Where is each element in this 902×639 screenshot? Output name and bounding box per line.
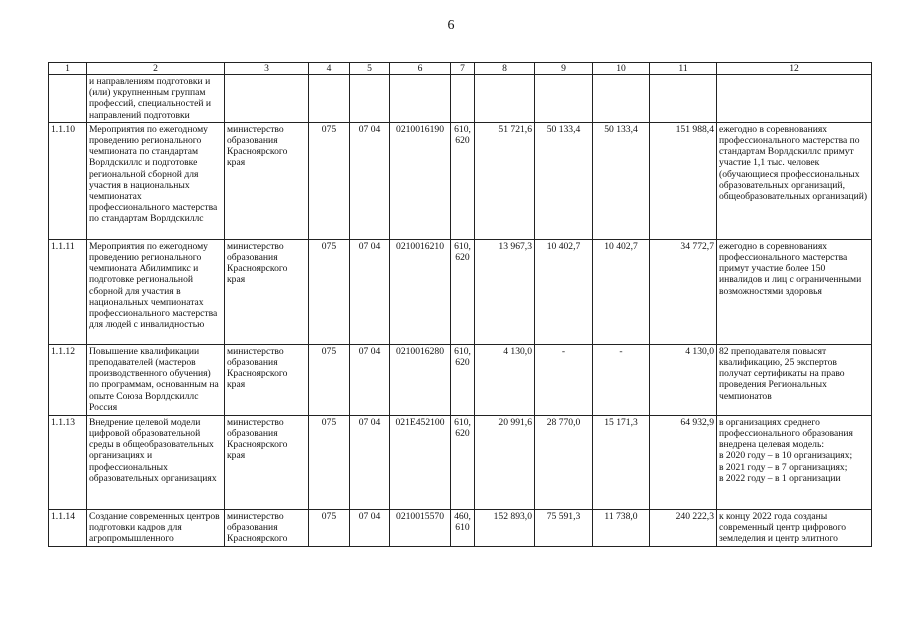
row-year2-cell: [535, 75, 593, 123]
row-agency-cell: министерство образования Красноярского края: [225, 239, 309, 344]
row-total-cell: [650, 75, 717, 123]
row-code-cell: 1.1.12: [49, 344, 87, 415]
table-row: [49, 239, 872, 344]
row-result-cell: к концу 2022 года созданы современный центр цифрового земледелия и центр элитного: [717, 509, 872, 546]
row-vr-cell: 610, 620: [451, 415, 475, 509]
row-grbs-cell: 075: [309, 509, 350, 546]
row-code-cell: 1.1.10: [49, 122, 87, 239]
row-rzpr-cell: 07 04: [350, 239, 390, 344]
row-total-cell: 151 988,4: [650, 122, 717, 239]
program-table: [48, 62, 872, 547]
row-year3-cell: 50 133,4: [593, 122, 650, 239]
row-code-cell: 1.1.11: [49, 239, 87, 344]
header-cell: 12: [717, 63, 872, 75]
row-agency-cell: [225, 75, 309, 123]
row-csr-cell: 0210016190: [390, 122, 451, 239]
row-vr-cell: 610, 620: [451, 344, 475, 415]
row-name-cell: Мероприятия по ежегодному проведению регионального чемпионата Абилимпикс и подготовке региональной сборной для участия в национальных чемпионатах профессионального мастерства для людей с инвалидностью: [87, 239, 225, 344]
row-vr-cell: 460, 610: [451, 509, 475, 546]
row-year3-cell: 10 402,7: [593, 239, 650, 344]
row-total-cell: 34 772,7: [650, 239, 717, 344]
row-name-cell: Создание современных центров подготовки кадров для агропромышленного: [87, 509, 225, 546]
row-grbs-cell: 075: [309, 415, 350, 509]
row-code-cell: [49, 75, 87, 123]
row-total-cell: 64 932,9: [650, 415, 717, 509]
row-year2-cell: 50 133,4: [535, 122, 593, 239]
row-total-cell: 240 222,3: [650, 509, 717, 546]
header-cell: 5: [350, 63, 390, 75]
header-cell: 7: [451, 63, 475, 75]
row-agency-cell: министерство образования Красноярского: [225, 509, 309, 546]
header-row: [49, 63, 872, 75]
row-year2-cell: 28 770,0: [535, 415, 593, 509]
header-cell: 6: [390, 63, 451, 75]
row-year3-cell: 15 171,3: [593, 415, 650, 509]
header-cell: 10: [593, 63, 650, 75]
row-year3-cell: 11 738,0: [593, 509, 650, 546]
row-year1-cell: 51 721,6: [475, 122, 535, 239]
table-row: [49, 344, 872, 415]
row-name-cell: Внедрение целевой модели цифровой образовательной среды в общеобразовательных организациях и профессиональных образовательных организациях: [87, 415, 225, 509]
row-rzpr-cell: 07 04: [350, 344, 390, 415]
header-cell: 1: [49, 63, 87, 75]
header-cell: 9: [535, 63, 593, 75]
row-name-cell: Повышение квалификации преподавателей (мастеров производственного обучения) по программам, основанным на опыте Союза Ворлдскиллс Россия: [87, 344, 225, 415]
row-vr-cell: 610, 620: [451, 122, 475, 239]
page-number: 6: [447, 18, 455, 33]
table-row: [49, 122, 872, 239]
row-year1-cell: 13 967,3: [475, 239, 535, 344]
row-result-cell: ежегодно в соревнованиях профессионального мастерства по стандартам Ворлдскиллс примут участие 1,1 тыс. человек (обучающиеся профессиональных образовательных организаций, общеобразовательных организаций): [717, 122, 872, 239]
row-name-cell: Мероприятия по ежегодному проведению регионального чемпионата по стандартам Ворлдскиллс и подготовке региональной сборной для участия в национальных чемпионатах профессионального мастерства по стандартам Ворлдскиллс: [87, 122, 225, 239]
row-csr-cell: 0210015570: [390, 509, 451, 546]
row-vr-cell: 610, 620: [451, 239, 475, 344]
row-code-cell: 1.1.13: [49, 415, 87, 509]
header-cell: 3: [225, 63, 309, 75]
row-csr-cell: 0210016210: [390, 239, 451, 344]
row-result-cell: 82 преподавателя повысят квалификацию, 25 экспертов получат сертификаты на право проведения Региональных чемпионатов: [717, 344, 872, 415]
row-agency-cell: министерство образования Красноярского края: [225, 344, 309, 415]
header-cell: 8: [475, 63, 535, 75]
header-cell: 2: [87, 63, 225, 75]
row-rzpr-cell: 07 04: [350, 122, 390, 239]
header-cell: 11: [650, 63, 717, 75]
row-agency-cell: министерство образования Красноярского края: [225, 415, 309, 509]
row-year1-cell: 20 991,6: [475, 415, 535, 509]
row-year2-cell: -: [535, 344, 593, 415]
row-year2-cell: 75 591,3: [535, 509, 593, 546]
row-rzpr-cell: 07 04: [350, 509, 390, 546]
row-agency-cell: министерство образования Красноярского края: [225, 122, 309, 239]
row-year3-cell: [593, 75, 650, 123]
row-rzpr-cell: 07 04: [350, 415, 390, 509]
row-grbs-cell: 075: [309, 122, 350, 239]
table-row: [49, 509, 872, 546]
row-vr-cell: [451, 75, 475, 123]
row-year1-cell: 4 130,0: [475, 344, 535, 415]
row-year3-cell: -: [593, 344, 650, 415]
row-csr-cell: 021E452100: [390, 415, 451, 509]
row-csr-cell: [390, 75, 451, 123]
row-result-cell: [717, 75, 872, 123]
row-grbs-cell: 075: [309, 344, 350, 415]
row-year1-cell: 152 893,0: [475, 509, 535, 546]
row-grbs-cell: 075: [309, 239, 350, 344]
table-row: [49, 415, 872, 509]
row-total-cell: 4 130,0: [650, 344, 717, 415]
row-result-cell: в организациях среднего профессионального образования внедрена целевая модель: в 2020 году – в 10 организациях; в 2021 году – в 7 организациях; в 2022 году – в 1 организации: [717, 415, 872, 509]
row-year2-cell: 10 402,7: [535, 239, 593, 344]
row-year1-cell: [475, 75, 535, 123]
row-name-cell: и направлениям подготовки и (или) укрупненным группам профессий, специальностей и направлений подготовки: [87, 75, 225, 123]
row-code-cell: 1.1.14: [49, 509, 87, 546]
row-csr-cell: 0210016280: [390, 344, 451, 415]
row-result-cell: ежегодно в соревнованиях профессионального мастерства примут участие более 150 инвалидов и лиц с ограниченными возможностями здоровья: [717, 239, 872, 344]
header-cell: 4: [309, 63, 350, 75]
row-rzpr-cell: [350, 75, 390, 123]
row-grbs-cell: [309, 75, 350, 123]
table-row: [49, 75, 872, 123]
